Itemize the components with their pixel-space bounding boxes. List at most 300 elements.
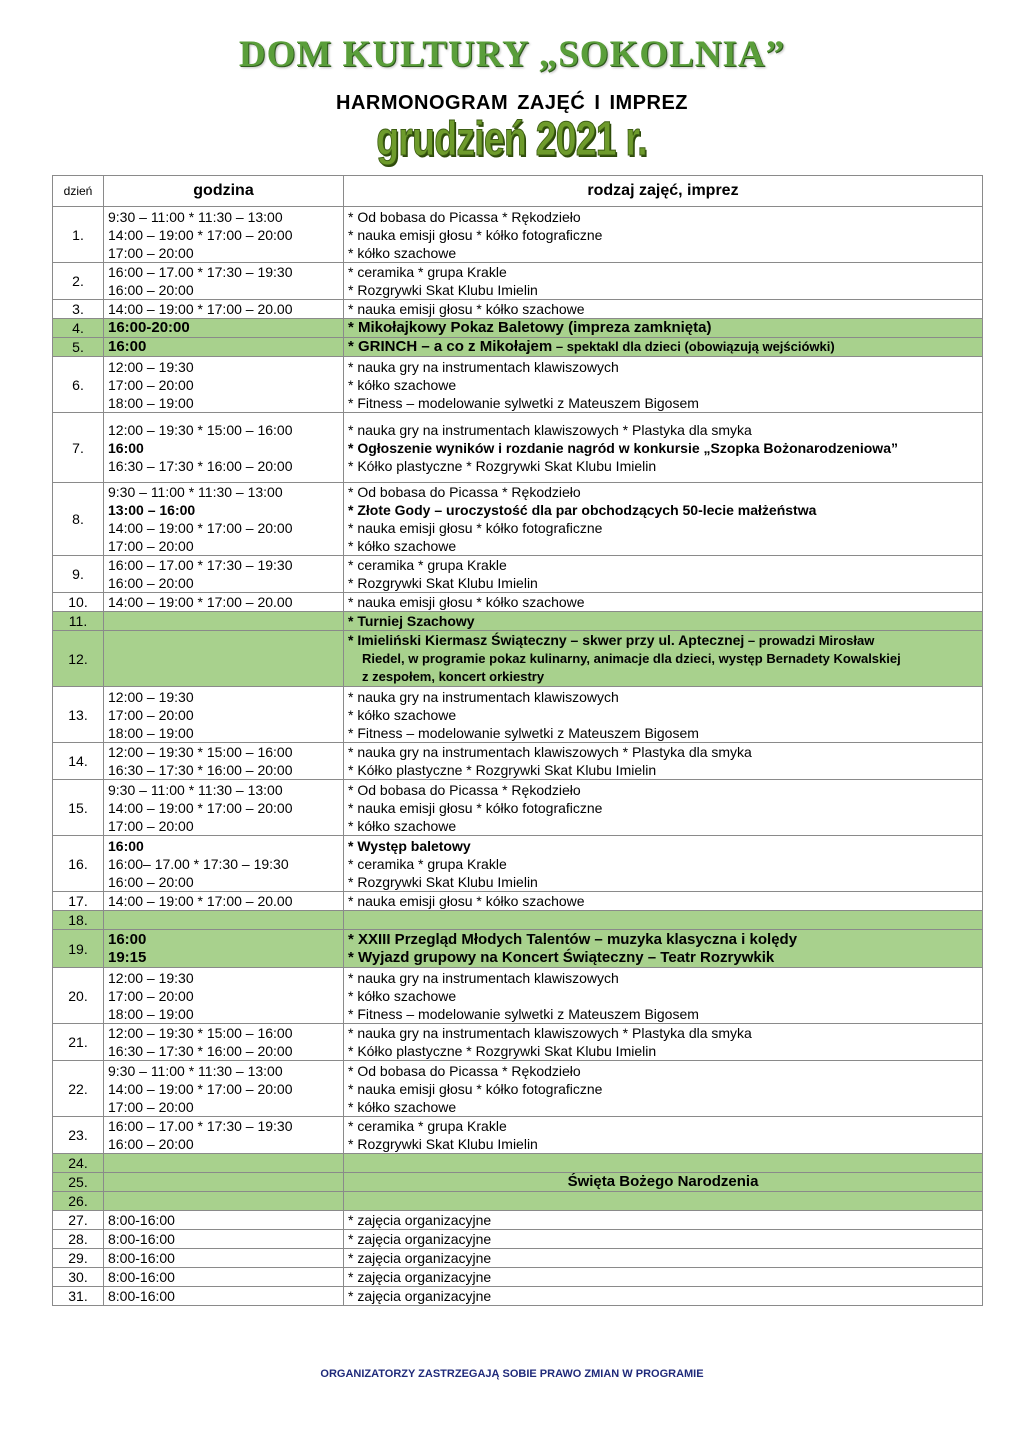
activity-line [348,949,978,967]
time-line [108,873,339,891]
table-row [53,1061,983,1117]
activity-text: * kółko szachowe [348,244,457,261]
table-row [53,1154,983,1173]
activity-text: * nauka emisji głosu * kółko szachowe [348,301,585,317]
time-text: 17:00 – 20:00 [108,987,194,1004]
activity-cell [344,593,983,612]
time-text: 9:30 – 11:00 * 11:30 – 13:00 [108,484,283,500]
time-line [108,519,339,537]
day-cell: 24. [53,1154,104,1173]
activity-cell [344,338,983,357]
hours-cell [104,1117,344,1154]
table-row [53,357,983,413]
activity-text: * Mikołajkowy Pokaz Baletowy (impreza zamknięta) [348,319,712,336]
time-line [108,1117,339,1135]
table-row [53,930,983,968]
activity-cell [344,911,983,930]
time-line [108,1062,339,1080]
activity-text: * Rozgrywki Skat Klubu Imielin [348,575,538,591]
time-line [108,969,339,987]
column-header-day: dzień [53,176,104,207]
table-row [53,743,983,780]
table-row [53,1192,983,1211]
activity-cell [344,631,983,687]
table-row [53,300,983,319]
activity-text: * nauka gry na instrumentach klawiszowych * Plastyka dla smyka [348,1025,752,1041]
day-cell: 13. [53,687,104,743]
table-row [53,1173,983,1192]
activity-text: * nauka emisji głosu * kółko fotograficzne [348,1080,603,1097]
day-cell: 16. [53,836,104,892]
activity-cell [344,263,983,300]
activity-text: * nauka gry na instrumentach klawiszowych [348,358,619,375]
time-line [108,817,339,835]
activity-cell [344,357,983,413]
activity-line [348,574,978,592]
page-title: DOM KULTURY „SOKOLNIA” [238,34,786,75]
time-text: 16:00 – 17.00 * 17:30 – 19:30 [108,1118,293,1134]
time-line [108,743,339,761]
activity-line [348,537,978,555]
activity-text: * zajęcia organizacyjne [348,1250,492,1266]
time-text: 17:00 – 20:00 [108,376,194,393]
hours-cell [104,968,344,1024]
table-row [53,968,983,1024]
time-text: 12:00 – 19:30 [108,358,194,375]
hours-cell [104,687,344,743]
activity-text: * nauka gry na instrumentach klawiszowych [348,688,619,705]
activity-line [348,743,978,761]
table-row [53,1117,983,1154]
activity-text: * Kółko plastyczne * Rozgrywki Skat Klubu Imielin [348,762,657,778]
activity-line [348,226,978,244]
time-text: 16:30 – 17:30 * 16:00 – 20:00 [108,762,293,778]
activity-text: * nauka gry na instrumentach klawiszowych * Plastyka dla smyka [348,744,752,760]
activity-text: * Od bobasa do Picassa * Rękodzieło [348,1062,581,1079]
time-text: 18:00 – 19:00 [108,394,194,411]
activity-cell [344,1024,983,1061]
activity-text: * zajęcia organizacyjne [348,1269,492,1285]
time-text: 16:00 [108,439,144,456]
activity-cell [344,1268,983,1287]
time-line [108,338,339,356]
activity-cell [344,687,983,743]
hours-cell [104,413,344,483]
day-cell: 12. [53,631,104,687]
hours-cell [104,631,344,687]
activity-cell [344,1192,983,1211]
activity-line [348,799,978,817]
hours-cell [104,1230,344,1249]
activity-line [348,931,978,949]
time-text: 9:30 – 11:00 * 11:30 – 13:00 [108,208,283,225]
time-text: 16:00 [108,338,147,355]
activity-line [348,358,978,376]
time-text: 16:00-20:00 [108,319,190,336]
activity-cell [344,319,983,338]
table-header-row [53,176,983,207]
activity-text: * Rozgrywki Skat Klubu Imielin [348,282,538,298]
time-text: 14:00 – 19:00 * 17:00 – 20.00 [108,301,293,317]
day-cell: 4. [53,319,104,338]
table-row [53,263,983,300]
hours-cell [104,207,344,263]
time-text: 12:00 – 19:30 * 15:00 – 16:00 [108,421,293,438]
table-row [53,413,983,483]
activity-text: * Fitness – modelowanie sylwetki z Mateuszem Bigosem [348,1005,699,1022]
time-line [108,949,339,967]
time-line [108,376,339,394]
activity-line [348,1098,978,1116]
time-line [108,724,339,742]
time-line [108,799,339,817]
activity-text: * Fitness – modelowanie sylwetki z Mateuszem Bigosem [348,724,699,741]
activity-line [348,1287,978,1305]
activity-line [348,612,978,630]
time-line [108,761,339,779]
day-cell: 28. [53,1230,104,1249]
table-row [53,911,983,930]
activity-line [348,338,978,356]
hours-cell [104,319,344,338]
time-line [108,1042,339,1060]
day-cell: 25. [53,1173,104,1192]
table-row [53,612,983,631]
activity-line [348,519,978,537]
activity-text: * nauka emisji głosu * kółko szachowe [348,594,585,610]
activity-text: * kółko szachowe [348,538,457,554]
activity-line [348,969,978,987]
activity-text: * Występ baletowy [348,837,471,854]
hours-cell [104,263,344,300]
hours-cell [104,836,344,892]
time-text: 17:00 – 20:00 [108,1098,194,1115]
activity-line [348,688,978,706]
hours-cell [104,1211,344,1230]
activity-cell [344,968,983,1024]
activity-cell [344,930,983,968]
activity-line [348,281,978,299]
table-row [53,1268,983,1287]
hours-cell [104,1154,344,1173]
activity-line [348,1005,978,1023]
activity-line [348,892,978,910]
activity-line [348,987,978,1005]
time-line [108,1005,339,1023]
day-cell: 5. [53,338,104,357]
time-line [108,1230,339,1248]
activity-line [348,394,978,412]
day-cell: 31. [53,1287,104,1306]
activity-line [348,873,978,891]
activity-line [348,781,978,799]
schedule-table [52,175,983,1306]
day-cell: 1. [53,207,104,263]
day-cell: 18. [53,911,104,930]
activity-cell [344,207,983,263]
time-text: 9:30 – 11:00 * 11:30 – 13:00 [108,1062,283,1079]
time-text: 16:00 [108,930,147,948]
month-title: grudzień 2021 r. [376,113,647,166]
time-text: 9:30 – 11:00 * 11:30 – 13:00 [108,781,283,798]
time-line [108,421,339,439]
day-cell: 3. [53,300,104,319]
activity-line [348,376,978,394]
table-row [53,207,983,263]
time-line [108,537,339,555]
table-row [53,836,983,892]
activity-line [348,1042,978,1060]
activity-line [348,457,978,475]
activity-cell [344,1061,983,1117]
day-cell: 20. [53,968,104,1024]
hours-cell [104,1024,344,1061]
column-header-activity: rodzaj zajęć, imprez [344,176,983,207]
table-row [53,338,983,357]
time-line [108,244,339,262]
activity-line [348,483,978,501]
hours-cell [104,1192,344,1211]
activity-cell [344,483,983,556]
hours-cell [104,483,344,556]
time-line [108,457,339,475]
hours-cell [104,593,344,612]
activity-text: * kółko szachowe [348,706,457,723]
time-line [108,1268,339,1286]
activity-line [348,761,978,779]
hours-cell [104,612,344,631]
time-line [108,706,339,724]
day-cell: 21. [53,1024,104,1061]
time-text: 8:00-16:00 [108,1269,175,1285]
activity-cell [344,1173,983,1192]
day-cell: 14. [53,743,104,780]
activity-line [348,1024,978,1042]
activity-detail: – prowadzi Mirosław [744,633,875,648]
activity-line [348,593,978,611]
activity-text: * kółko szachowe [348,817,457,834]
hours-cell [104,911,344,930]
time-text: 14:00 – 19:00 * 17:00 – 20:00 [108,520,293,536]
hours-cell [104,892,344,911]
activity-cell [344,1117,983,1154]
time-line [108,1024,339,1042]
table-row [53,1249,983,1268]
activity-text: z zespołem, koncert orkiestry [362,669,545,684]
time-text: 16:00 – 20:00 [108,575,194,591]
day-cell: 2. [53,263,104,300]
activity-text: * nauka emisji głosu * kółko fotograficzne [348,799,603,816]
time-line [108,688,339,706]
day-cell: 22. [53,1061,104,1117]
activity-text: * Ogłoszenie wyników i rozdanie nagród w konkursie „Szopka Bożonarodzeniowa” [348,439,898,456]
day-cell: 10. [53,593,104,612]
time-line [108,319,339,337]
time-text: 8:00-16:00 [108,1250,175,1266]
activity-text: * Złote Gody – uroczystość dla par obchodzących 50-lecie małżeństwa [348,502,817,518]
activity-text: * Imieliński Kiermasz Świąteczny – skwer przy ul. Aptecznej [348,632,745,648]
hours-cell [104,743,344,780]
day-cell: 26. [53,1192,104,1211]
activity-text: Riedel, w programie pokaz kulinarny, animacje dla dzieci, występ Bernadety Kowalskiej [362,651,901,666]
activity-line [348,650,978,668]
activity-detail: – spektakl dla dzieci (obowiązują wejściówki) [552,339,835,354]
activity-text: * XXIII Przegląd Młodych Talentów – muzyka klasyczna i kolędy [348,930,798,948]
time-text: 12:00 – 19:30 [108,688,194,705]
activity-text: * GRINCH – a co z Mikołajem [348,338,553,355]
page-subtitle: HARMONOGRAM ZAJĘĆ I IMPREZ [336,92,688,114]
activity-text: * ceramika * grupa Krakle [348,855,507,872]
time-line [108,263,339,281]
activity-line [348,1062,978,1080]
table-row [53,892,983,911]
day-cell: 19. [53,930,104,968]
day-cell: 11. [53,612,104,631]
activity-text: * nauka emisji głosu * kółko fotograficzne [348,520,603,536]
activity-cell [344,836,983,892]
activity-text: * Turniej Szachowy [348,613,475,629]
day-cell: 7. [53,413,104,483]
day-cell: 23. [53,1117,104,1154]
activity-cell [344,743,983,780]
time-text: 17:00 – 20:00 [108,817,194,834]
time-text: 12:00 – 19:30 [108,969,194,986]
activity-text: * Rozgrywki Skat Klubu Imielin [348,873,538,890]
activity-text: * Od bobasa do Picassa * Rękodzieło [348,208,581,225]
time-line [108,226,339,244]
time-line [108,593,339,611]
activity-line [348,1117,978,1135]
time-line [108,931,339,949]
time-text: 17:00 – 20:00 [108,538,194,554]
hours-cell [104,1287,344,1306]
day-cell: 27. [53,1211,104,1230]
time-text: 16:00 – 20:00 [108,282,194,298]
activity-text: * ceramika * grupa Krakle [348,264,507,280]
activity-line [348,817,978,835]
day-cell: 15. [53,780,104,836]
time-text: 17:00 – 20:00 [108,706,194,723]
hours-cell [104,357,344,413]
time-text: 14:00 – 19:00 * 17:00 – 20.00 [108,594,293,610]
table-row [53,780,983,836]
day-cell: 17. [53,892,104,911]
time-line [108,1135,339,1153]
footer-note: ORGANIZATORZY ZASTRZEGAJĄ SOBIE PRAWO ZMIAN W PROGRAMIE [320,1368,704,1380]
day-cell: 9. [53,556,104,593]
table-body [53,207,983,1306]
column-header-hour: godzina [104,176,344,207]
table-row [53,593,983,612]
hours-cell [104,1249,344,1268]
activity-text: * nauka emisji głosu * kółko fotograficzne [348,226,603,243]
activity-cell [344,1249,983,1268]
activity-line [348,439,978,457]
activity-text: * ceramika * grupa Krakle [348,1118,507,1134]
activity-line [348,1230,978,1248]
time-line [108,281,339,299]
hours-cell [104,1173,344,1192]
time-text: 14:00 – 19:00 * 17:00 – 20:00 [108,226,293,243]
activity-cell [344,892,983,911]
time-text: 16:00 – 17.00 * 17:30 – 19:30 [108,557,293,573]
time-line [108,501,339,519]
activity-cell [344,1287,983,1306]
time-line [108,439,339,457]
time-text: 8:00-16:00 [108,1212,175,1228]
time-line [108,1287,339,1305]
table-row [53,1024,983,1061]
activity-line [348,631,978,650]
time-line [108,837,339,855]
table-row [53,687,983,743]
time-text: 16:00 – 20:00 [108,1136,194,1152]
hours-cell [104,1268,344,1287]
table-row [53,319,983,338]
time-line [108,781,339,799]
activity-text: * Od bobasa do Picassa * Rękodzieło [348,781,581,798]
time-text: 16:30 – 17:30 * 16:00 – 20:00 [108,1043,293,1059]
day-cell: 30. [53,1268,104,1287]
time-text: 17:00 – 20:00 [108,244,194,261]
activity-cell [344,556,983,593]
activity-line [348,263,978,281]
activity-line [348,501,978,519]
activity-line [348,855,978,873]
activity-line [348,1211,978,1229]
activity-text: * Od bobasa do Picassa * Rękodzieło [348,484,581,500]
activity-line [348,1249,978,1267]
hours-cell [104,338,344,357]
day-cell: 29. [53,1249,104,1268]
time-text: 19:15 [108,948,147,966]
table-row [53,556,983,593]
hours-cell [104,1061,344,1117]
activity-line [348,244,978,262]
time-line [108,1098,339,1116]
activity-cell [344,1230,983,1249]
time-text: 18:00 – 19:00 [108,1005,194,1022]
activity-text: Święta Bożego Narodzenia [567,1173,759,1190]
activity-line [348,706,978,724]
time-line [108,483,339,501]
activity-line [348,1268,978,1286]
time-text: 16:00 – 20:00 [108,873,194,890]
hours-cell [104,780,344,836]
activity-line [348,300,978,318]
activity-cell [344,612,983,631]
table-row [53,631,983,687]
day-cell: 8. [53,483,104,556]
time-text: 16:00 – 17.00 * 17:30 – 19:30 [108,264,293,280]
activity-line [348,556,978,574]
activity-line [348,837,978,855]
time-text: 14:00 – 19:00 * 17:00 – 20:00 [108,1080,293,1097]
time-text: 18:00 – 19:00 [108,724,194,741]
time-line [108,1080,339,1098]
activity-text: * kółko szachowe [348,987,457,1004]
activity-line [348,208,978,226]
activity-text: * Kółko plastyczne * Rozgrywki Skat Klubu Imielin [348,1043,657,1059]
time-text: 14:00 – 19:00 * 17:00 – 20:00 [108,799,293,816]
activity-text: * kółko szachowe [348,376,457,393]
activity-line [348,1135,978,1153]
time-line [108,208,339,226]
activity-cell [344,1154,983,1173]
table-row [53,1230,983,1249]
time-line [108,892,339,910]
activity-text: * zajęcia organizacyjne [348,1212,492,1228]
